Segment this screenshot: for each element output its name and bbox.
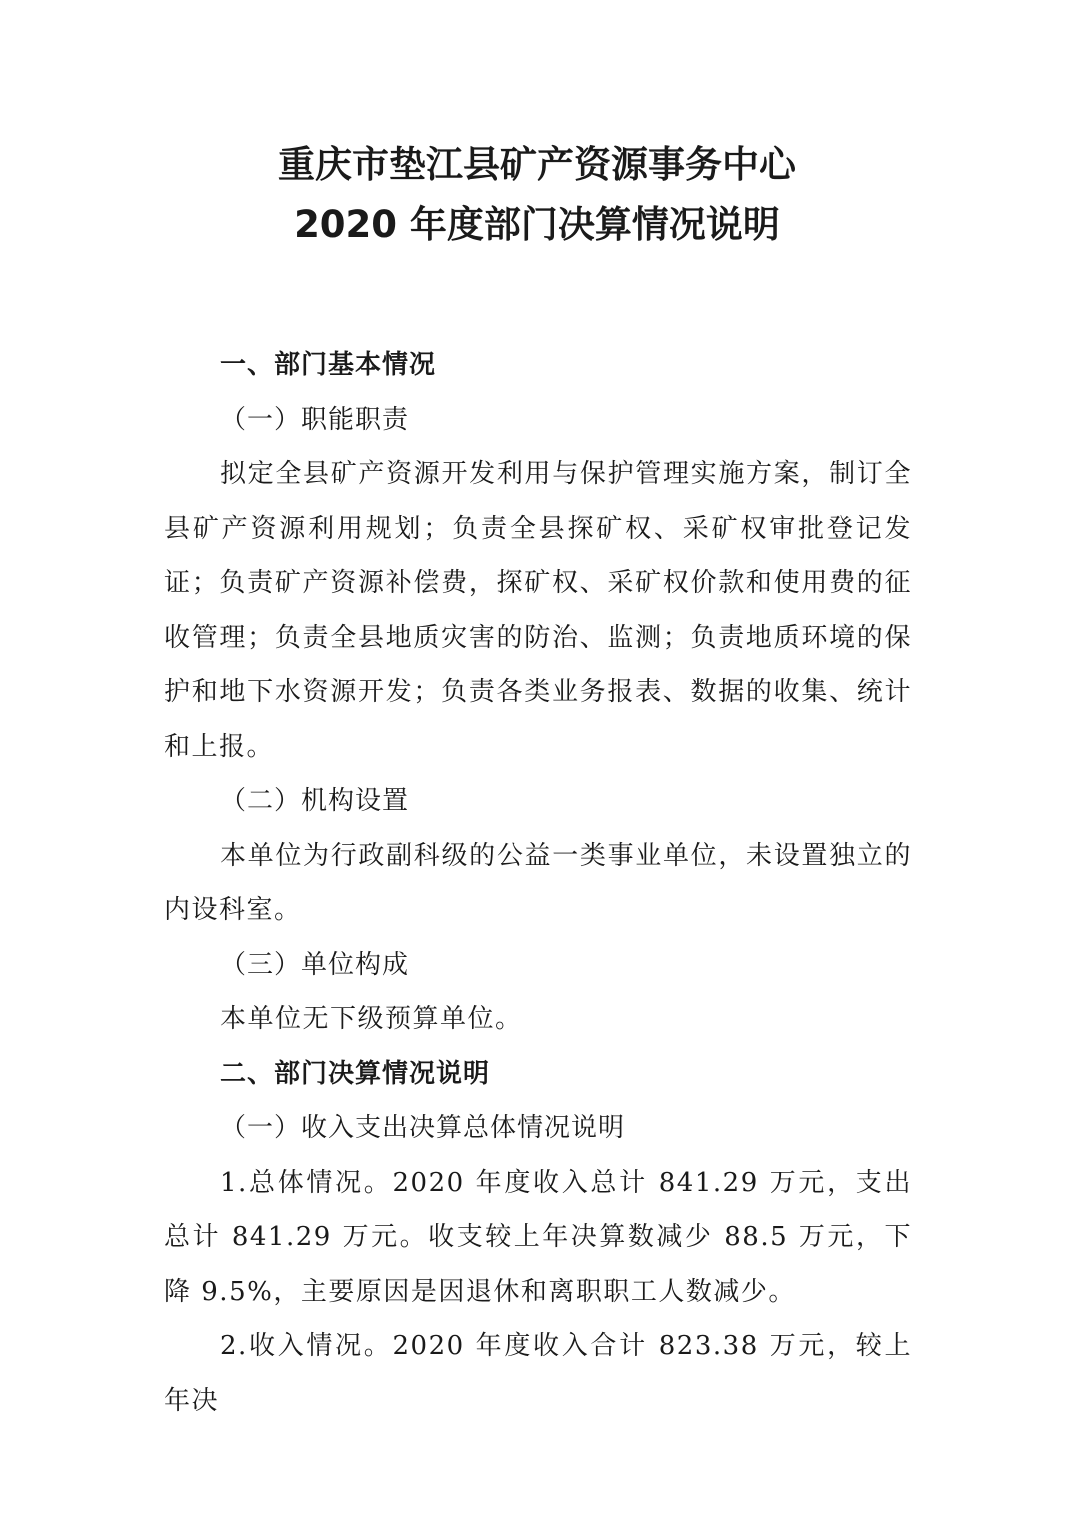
document-body [164, 338, 912, 1428]
subheading-unit-composition: （三）单位构成 [220, 949, 410, 980]
paragraph-functions: 拟定全县矿产资源开发利用与保护管理实施方案，制订全县矿产资源利用规划；负责全县探矿权、采矿权审批登记发证；负责矿产资源补偿费，探矿权、采矿权价款和使用费的征收管理；负责全县地质灾害的防治、监测；负责地质环境的保护和地下水资源开发；负责各类业务报表、数据的收集、统计和上报。 [164, 459, 912, 762]
document-title-line2: 2020 年度部门决算情况说明 [294, 203, 780, 246]
paragraph-organization: 本单位为行政副科级的公益一类事业单位，未设置独立的内设科室。 [164, 840, 912, 925]
subheading-income-expenditure: （一）收入支出决算总体情况说明 [220, 1113, 626, 1143]
paragraph-unit-composition: 本单位无下级预算单位。 [220, 1004, 523, 1034]
paragraph-overall: 1.总体情况。2020 年度收入总计 841.29 万元，支出总计 841.29 万元。收支较上年决算数减少 88.5 万元，下降 9.5%，主要原因是因退休和离职职工人数减少。 [164, 1167, 912, 1307]
paragraph-income: 2.收入情况。2020 年度收入合计 823.38 万元，较上年决 [164, 1331, 912, 1416]
subheading-organization: （二）机构设置 [220, 786, 410, 816]
document-title-line1: 重庆市垫江县矿产资源事务中心 [278, 143, 796, 186]
subheading-functions: （一）职能职责 [220, 404, 410, 435]
section-heading-final-accounts: 二、部门决算情况说明 [220, 1058, 491, 1089]
section-heading-basic-info: 一、部门基本情况 [220, 350, 437, 380]
